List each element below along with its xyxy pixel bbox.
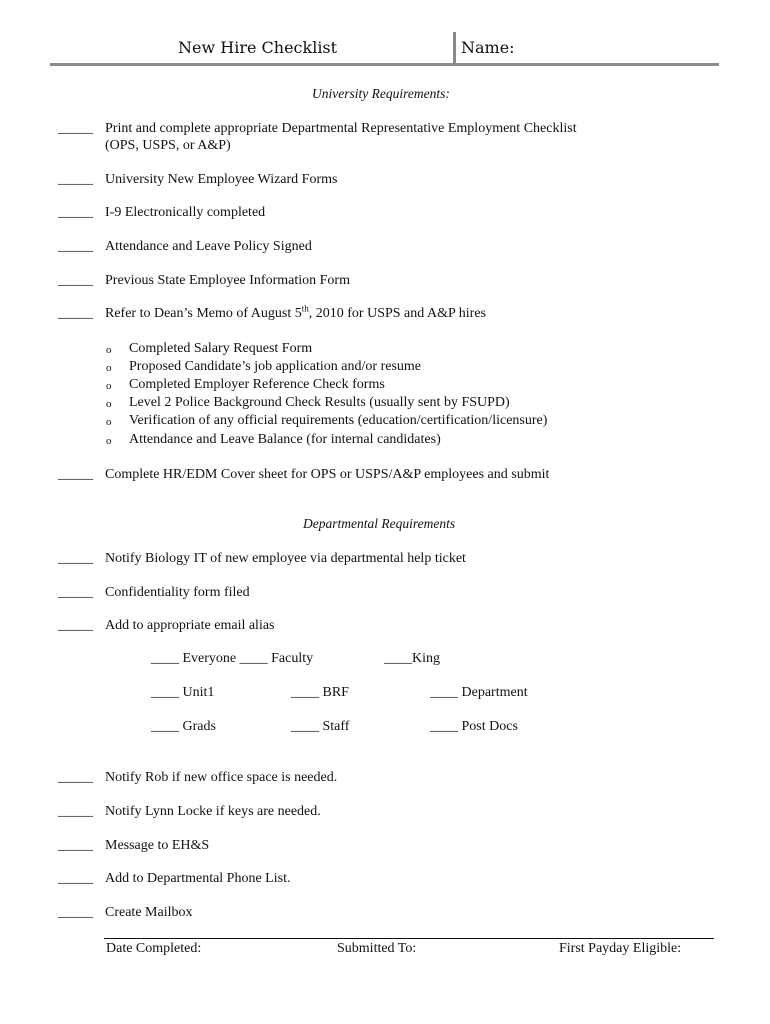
- checkbox-blank[interactable]: _____: [58, 172, 93, 187]
- checklist-item-deans-memo: [105, 305, 486, 322]
- checkbox-blank[interactable]: _____: [58, 239, 93, 254]
- alias-department[interactable]: ____ Department: [430, 685, 528, 700]
- checklist-item: University New Employee Wizard Forms: [105, 172, 338, 187]
- checklist-item: Message to EH&S: [105, 838, 210, 853]
- alias-grads[interactable]: ____ Grads: [151, 719, 216, 734]
- checkbox-blank[interactable]: _____: [58, 121, 93, 136]
- memo-text: Refer to Dean’s Memo of August 5: [105, 306, 302, 321]
- checklist-item: Confidentiality form filed: [105, 585, 250, 600]
- bullet-icon: o: [106, 344, 112, 356]
- header-rule: [50, 63, 719, 66]
- header-divider: [453, 32, 456, 63]
- checklist-item: Notify Rob if new office space is needed.: [105, 770, 338, 785]
- alias-everyone-faculty[interactable]: ____ Everyone ____ Faculty: [151, 651, 314, 666]
- checkbox-blank[interactable]: _____: [58, 838, 93, 853]
- bullet-icon: o: [106, 380, 112, 392]
- alias-post-docs[interactable]: ____ Post Docs: [430, 719, 518, 734]
- bullet-item: Verification of any official requirements (education/certification/licensure): [129, 413, 548, 428]
- checkbox-blank[interactable]: _____: [58, 273, 93, 288]
- checkbox-blank[interactable]: _____: [58, 467, 93, 482]
- checkbox-blank[interactable]: _____: [58, 770, 93, 785]
- bullet-icon: o: [106, 362, 112, 374]
- checklist-item: Notify Biology IT of new employee via departmental help ticket: [105, 551, 466, 566]
- checkbox-blank[interactable]: _____: [58, 585, 93, 600]
- memo-text-end: , 2010 for USPS and A&P hires: [308, 306, 486, 321]
- date-completed-label: Date Completed:: [106, 941, 202, 956]
- alias-staff[interactable]: ____ Staff: [291, 719, 350, 734]
- departmental-requirements-heading: Departmental Requirements: [303, 516, 456, 531]
- submitted-to-label: Submitted To:: [337, 941, 417, 956]
- name-label: Name:: [461, 38, 515, 57]
- checklist-item: Print and complete appropriate Departmental Representative Employment Checklist: [105, 121, 577, 136]
- checklist-item: I-9 Electronically completed: [105, 205, 266, 220]
- bullet-item: Completed Employer Reference Check forms: [129, 377, 385, 392]
- university-requirements-heading: University Requirements:: [312, 86, 450, 101]
- bullet-item: Attendance and Leave Balance (for internal candidates): [129, 432, 441, 447]
- bullet-icon: o: [106, 435, 112, 447]
- checkbox-blank[interactable]: _____: [58, 618, 93, 633]
- checkbox-blank[interactable]: _____: [58, 905, 93, 920]
- alias-brf[interactable]: ____ BRF: [291, 685, 349, 700]
- checkbox-blank[interactable]: _____: [58, 205, 93, 220]
- checklist-item: Attendance and Leave Policy Signed: [105, 239, 312, 254]
- alias-unit1[interactable]: ____ Unit1: [151, 685, 215, 700]
- first-payday-label: First Payday Eligible:: [559, 941, 682, 956]
- bullet-item: Proposed Candidate’s job application and/or resume: [129, 359, 421, 374]
- memo-superscript: th: [301, 303, 309, 314]
- footer-rule: [104, 938, 714, 939]
- page-title: New Hire Checklist: [178, 38, 338, 57]
- checkbox-blank[interactable]: _____: [58, 306, 93, 321]
- bullet-icon: o: [106, 398, 112, 410]
- checklist-item: Previous State Employee Information Form: [105, 273, 350, 288]
- checklist-item: Add to appropriate email alias: [105, 618, 275, 633]
- alias-king[interactable]: ____King: [384, 651, 440, 666]
- bullet-item: Level 2 Police Background Check Results (usually sent by FSUPD): [129, 395, 510, 410]
- checklist-item-continued: (OPS, USPS, or A&P): [105, 138, 231, 153]
- bullet-item: Completed Salary Request Form: [129, 341, 313, 356]
- checklist-item: Notify Lynn Locke if keys are needed.: [105, 804, 321, 819]
- bullet-icon: o: [106, 416, 112, 428]
- checklist-item: Complete HR/EDM Cover sheet for OPS or USPS/A&P employees and submit: [105, 467, 550, 482]
- checkbox-blank[interactable]: _____: [58, 804, 93, 819]
- checkbox-blank[interactable]: _____: [58, 551, 93, 566]
- checklist-item: Add to Departmental Phone List.: [105, 871, 291, 886]
- checklist-item: Create Mailbox: [105, 905, 193, 920]
- checkbox-blank[interactable]: _____: [58, 871, 93, 886]
